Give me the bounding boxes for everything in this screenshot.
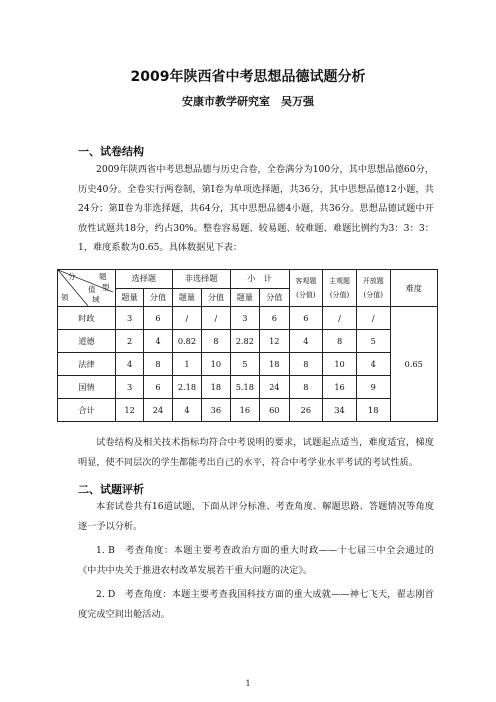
table-cell: 2.18 (172, 376, 201, 399)
table-cell: 8 (202, 330, 230, 353)
table-cell: 26 (289, 399, 323, 422)
score-table (57, 269, 438, 422)
table-cell: 34 (323, 399, 357, 422)
subheader: 题量 (172, 288, 201, 307)
section-heading-analysis: 二、试题评析 (78, 483, 144, 496)
subheader: 题量 (230, 288, 259, 307)
table-cell: 2.82 (230, 330, 259, 353)
page-number: 1 (245, 679, 251, 688)
row-label: 合计 (58, 399, 116, 422)
header-subtotal: 小 计 (230, 270, 289, 289)
table-cell: 10 (202, 353, 230, 376)
table-cell: 4 (356, 353, 390, 376)
corner-label: 分 (68, 272, 76, 281)
table-cell: 4 (289, 330, 323, 353)
table-cell: 3 (115, 376, 143, 399)
corner-label: 型 (102, 283, 110, 292)
table-cell: 24 (144, 399, 172, 422)
table-cell: 3 (230, 307, 259, 330)
table-cell: 4 (115, 353, 143, 376)
corner-label: 领 (61, 293, 69, 302)
table-cell: 18 (260, 353, 289, 376)
table-cell: 5 (230, 353, 259, 376)
table-corner-cell (58, 270, 116, 307)
table-cell: 16 (323, 376, 357, 399)
table-cell: 12 (115, 399, 143, 422)
paragraph-structure-summary: 试卷结构及相关技术指标均符合中考说明的要求，试题起点适当，难度适宜，梯度明显，使不同层次的学生都能考出自己的水平，符合中考学业水平考试的考试性质。 (78, 437, 434, 468)
table-cell: 10 (323, 353, 357, 376)
table-row (58, 330, 438, 353)
table-cell: 9 (356, 376, 390, 399)
paragraph-analysis-intro: 本套试卷共有16道试题，下面从评分标准、考查角度、解题思路、答题情况等角度逐一予以分析。 (78, 501, 434, 532)
row-label: 时政 (58, 307, 116, 330)
header-subjective: 主观题 (分值) (323, 270, 357, 307)
table-cell: 16 (230, 399, 259, 422)
subheader: 题量 (115, 288, 143, 307)
author-line: 安康市教学研究室 吴万强 (182, 95, 314, 108)
corner-label: 值 (88, 285, 96, 294)
table-row (58, 399, 438, 422)
table-cell: 8 (289, 376, 323, 399)
table-cell: 8 (289, 353, 323, 376)
corner-label: 域 (92, 295, 100, 304)
table-cell: 0.82 (172, 330, 201, 353)
table-row (58, 376, 438, 399)
table-row (58, 307, 438, 330)
table-cell: / (202, 307, 230, 330)
table-cell: 6 (289, 307, 323, 330)
table-cell: 8 (144, 353, 172, 376)
corner-label: 题 (99, 272, 107, 281)
table-cell: 6 (260, 307, 289, 330)
table-cell: 18 (202, 376, 230, 399)
table-cell: 4 (172, 399, 201, 422)
row-label: 道德 (58, 330, 116, 353)
table-cell: 5 (356, 330, 390, 353)
subheader: 分值 (202, 288, 230, 307)
table-cell: 5.18 (230, 376, 259, 399)
table-cell: 1 (172, 353, 201, 376)
table-cell: 60 (260, 399, 289, 422)
header-difficulty: 难度 (390, 270, 437, 307)
table-cell: 4 (144, 330, 172, 353)
table-cell: 6 (144, 376, 172, 399)
paragraph-item-1: 1. B 考查角度：本题主要考查政治方面的重大时政——十七届三中全会通过的《中共中央关于推进农村改革发展若干重大问题的决定》。 (78, 545, 434, 576)
row-label: 法律 (58, 353, 116, 376)
table-cell: 18 (356, 399, 390, 422)
table-cell: 6 (144, 307, 172, 330)
section-heading-structure: 一、试卷结构 (78, 145, 144, 158)
table-cell: 3 (115, 307, 143, 330)
table-row (58, 353, 438, 376)
table-cell: 2 (115, 330, 143, 353)
header-choice: 选择题 (115, 270, 172, 289)
header-open: 开放题 (分值) (356, 270, 390, 307)
row-label: 国情 (58, 376, 116, 399)
table-cell: 36 (202, 399, 230, 422)
table-cell: 24 (260, 376, 289, 399)
table-cell: 12 (260, 330, 289, 353)
subheader: 分值 (260, 288, 289, 307)
header-non-choice: 非选择题 (172, 270, 230, 289)
paragraph-item-2: 2. D 考查角度：本题主要考查我国科技方面的重大成就——神七飞天，翟志刚首度完成空间出舱活动。 (78, 589, 434, 620)
table-cell: / (323, 307, 357, 330)
difficulty-value: 0.65 (390, 307, 437, 422)
paragraph-structure: 2009年陕西省中考思想品德与历史合卷，全卷满分为100分，其中思想品德60分，历史40分。全卷实行两卷制，第Ⅰ卷为单项选择题，共36分，其中思想品德12小题，共24分；第Ⅱ卷为非选择题，共64分，其中思想品德4小题，共36分。思想品德试题中开放性试题共18分，约占30%。整卷容易题、较易题、较难题、难题比例约为3：3：3：1，难度系数为0.65。具体数据见下表： (78, 164, 434, 253)
table-cell: / (172, 307, 201, 330)
header-objective: 客观题 (分值) (289, 270, 323, 307)
document-title: 2009年陕西省中考思想品德试题分析 (130, 69, 366, 85)
table-cell: 8 (323, 330, 357, 353)
table-cell: / (356, 307, 390, 330)
subheader: 分值 (144, 288, 172, 307)
